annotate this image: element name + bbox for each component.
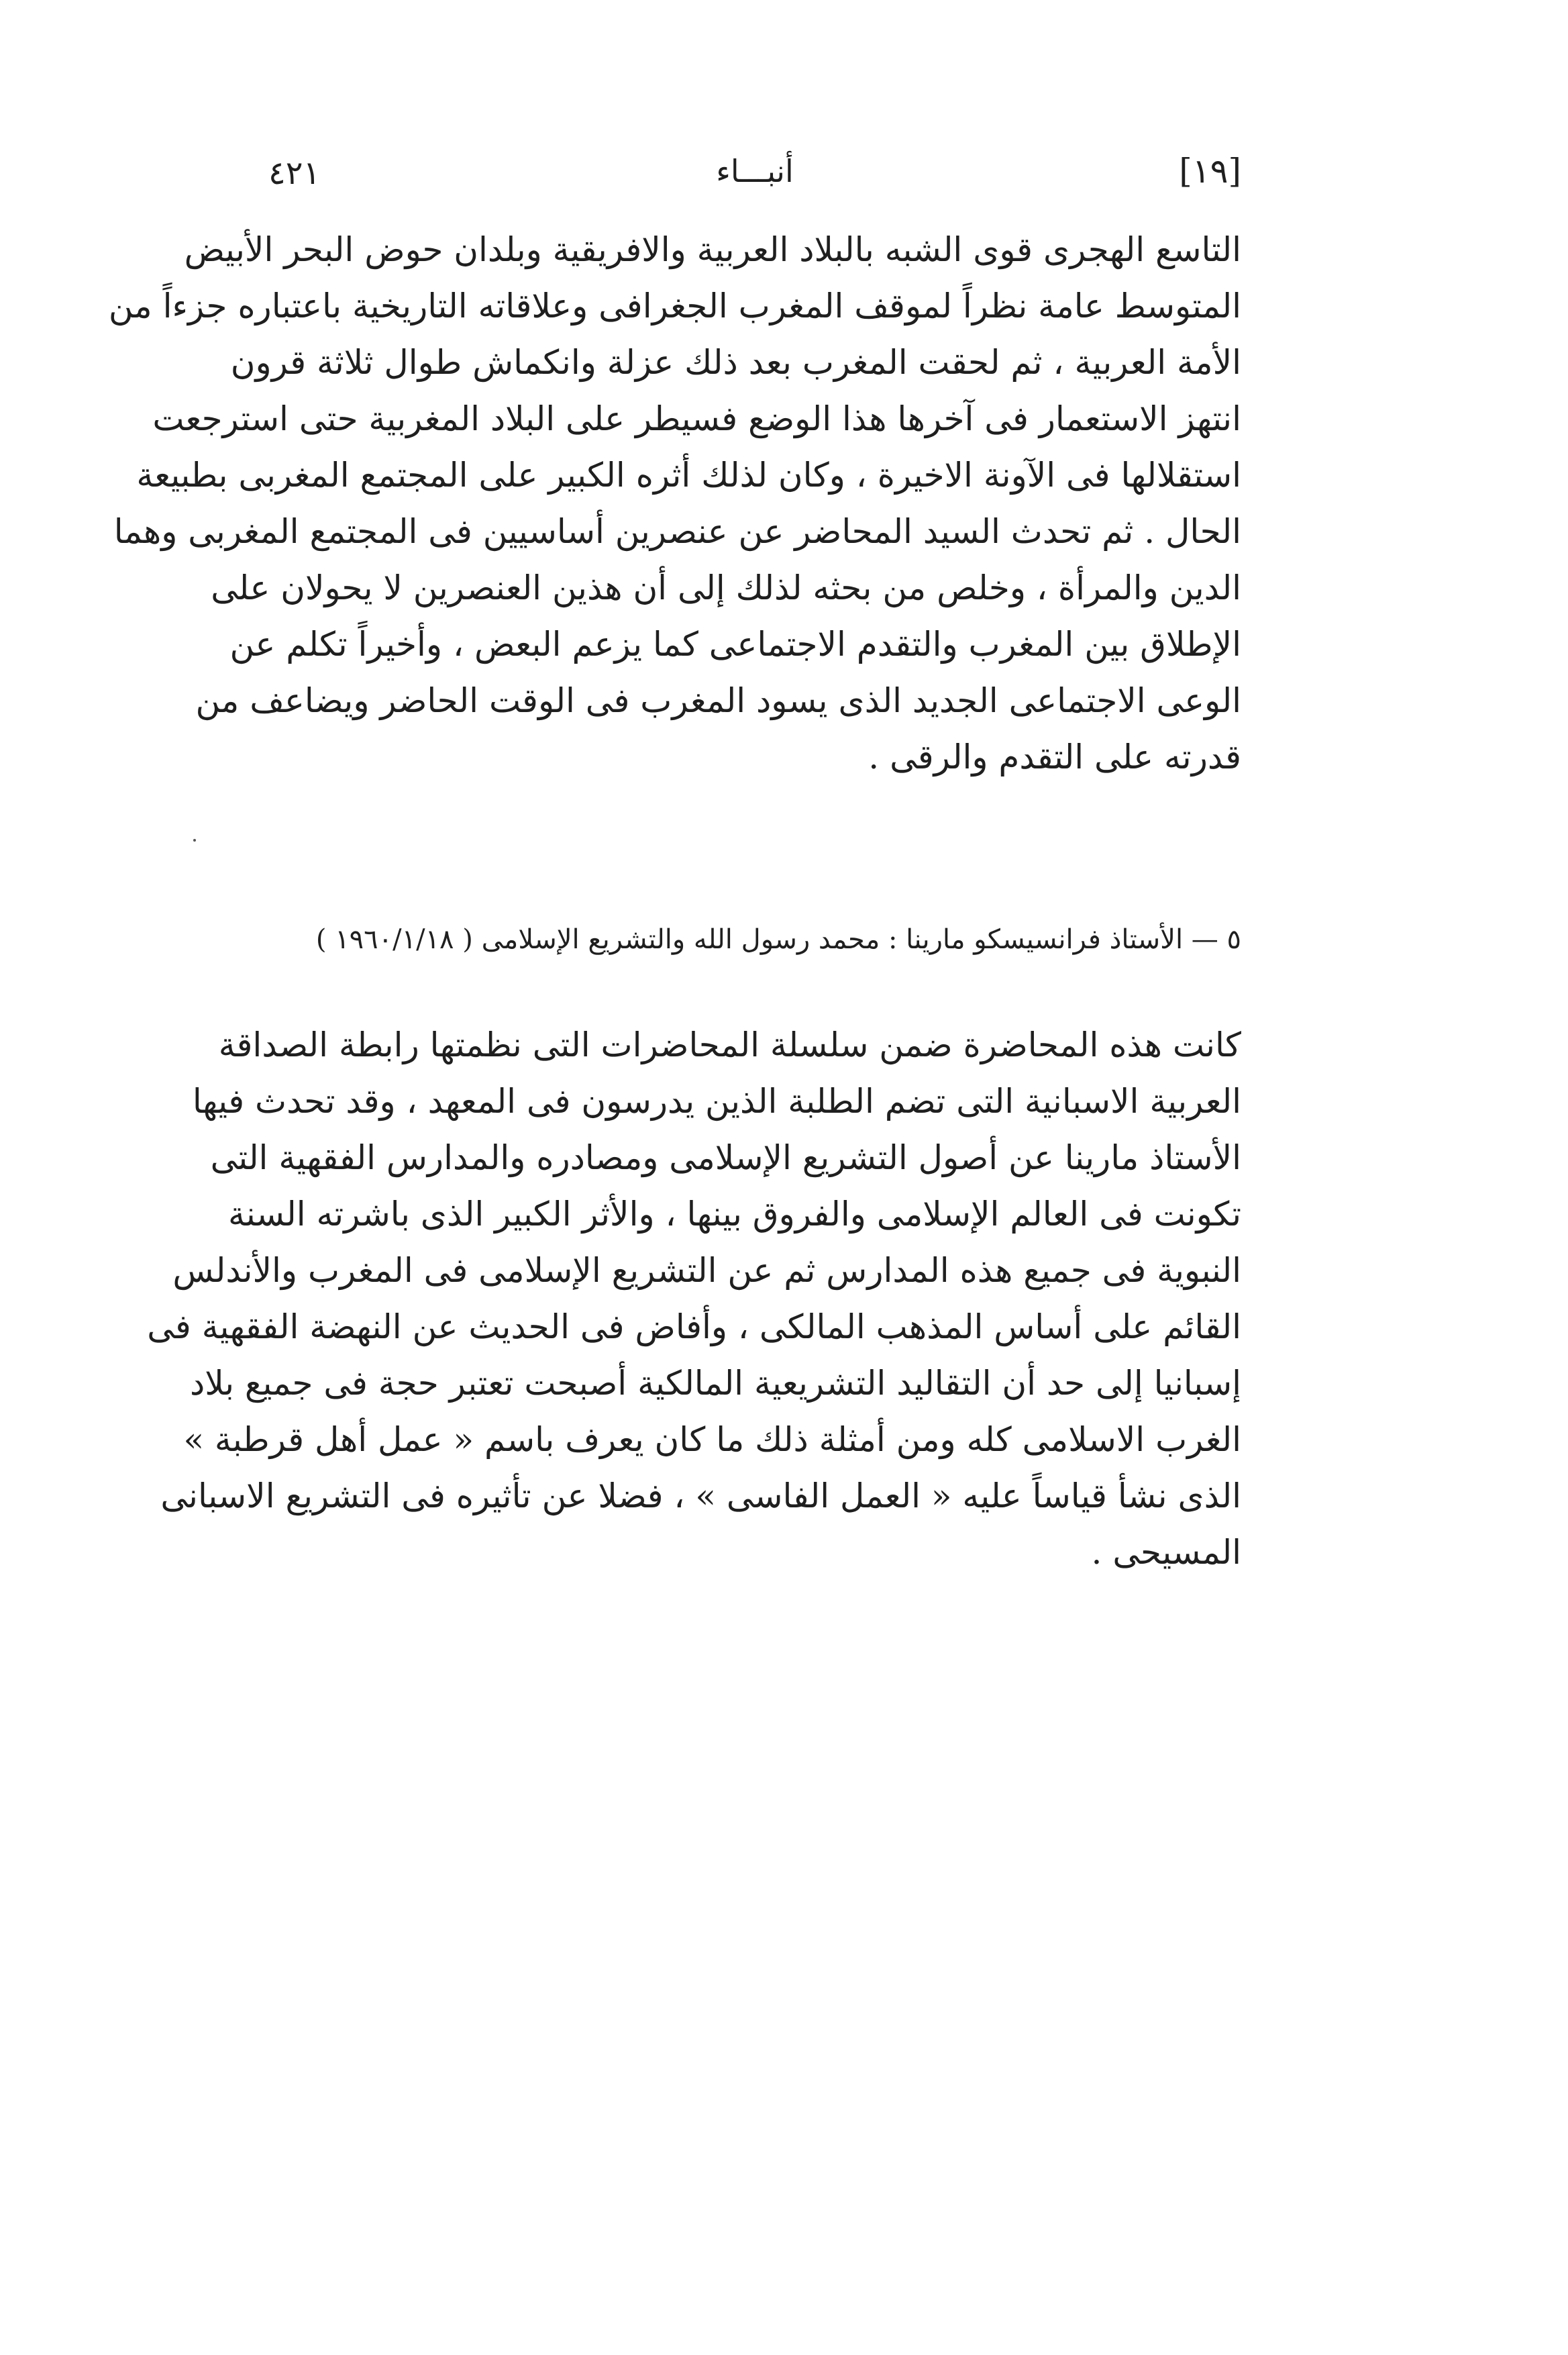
paragraph-continued	[108, 221, 1241, 785]
page-number: ٤٢١	[268, 154, 321, 192]
text-line: الحال . ثم تحدث السيد المحاضر عن عنصرين أساسيين فى المجتمع المغربى وهما	[113, 512, 1241, 551]
text-line: الوعى الاجتماعى الجديد الذى يسود المغرب فى الوقت الحاضر ويضاعف من	[195, 681, 1241, 720]
text-line: الذى نشأ قياساً عليه « العمل الفاسى » ، فضلا عن تأثيره فى التشريع الاسبانى	[160, 1476, 1241, 1515]
text-line: الغرب الاسلامى كله ومن أمثلة ذلك ما كان يعرف باسم « عمل أهل قرطبة »	[183, 1420, 1241, 1459]
margin-speck	[193, 839, 196, 842]
text-line: استقلالها فى الآونة الاخيرة ، وكان لذلك أثره الكبير على المجتمع المغربى بطبيعة	[136, 456, 1241, 495]
text-line: النبوية فى جميع هذه المدارس ثم عن التشريع الإسلامى فى المغرب والأندلس	[172, 1251, 1241, 1290]
text-line: قدرته على التقدم والرقى .	[868, 738, 1241, 776]
text-line: الإطلاق بين المغرب والتقدم الاجتماعى كما يزعم البعض ، وأخيراً تكلم عن	[229, 625, 1241, 664]
text-line: تكونت فى العالم الإسلامى والفروق بينها ، والأثر الكبير الذى باشرته السنة	[227, 1195, 1241, 1234]
section-marker: [١٩]	[1179, 152, 1241, 191]
text-line: الدين والمرأة ، وخلص من بحثه لذلك إلى أن هذين العنصرين لا يحولان على	[211, 568, 1241, 607]
text-line: التاسع الهجرى قوى الشبه بالبلاد العربية والافريقية وبلدان حوض البحر الأبيض	[184, 230, 1241, 269]
lecture-heading: ٥ — الأستاذ فرانسيسكو مارينا : محمد رسول الله والتشريع الإسلامى ( ١٩٦٠/١/١٨ )	[315, 924, 1241, 955]
lecture-summary	[147, 1017, 1241, 1581]
text-line: المتوسط عامة نظراً لموقف المغرب الجغرافى وعلاقاته التاريخية باعتباره جزءاً من	[108, 287, 1241, 325]
paragraph-body	[147, 1017, 1241, 1581]
page-header	[268, 148, 1241, 208]
text-line: انتهز الاستعمار فى آخرها هذا الوضع فسيطر على البلاد المغربية حتى استرجعت	[152, 399, 1241, 438]
text-line: كانت هذه المحاضرة ضمن سلسلة المحاضرات التى نظمتها رابطة الصداقة	[218, 1025, 1241, 1064]
text-line: المسيحى .	[1091, 1533, 1241, 1572]
running-title: أنبـــاء	[716, 153, 794, 189]
text-line: العربية الاسبانية التى تضم الطلبة الذين يدرسون فى المعهد ، وقد تحدث فيها	[192, 1082, 1241, 1121]
text-line: إسبانيا إلى حد أن التقاليد التشريعية المالكية أصبحت تعتبر حجة فى جميع بلاد	[190, 1364, 1241, 1403]
text-line: الأمة العربية ، ثم لحقت المغرب بعد ذلك عزلة وانكماش طوال ثلاثة قرون	[230, 343, 1241, 382]
text-line: القائم على أساس المذهب المالكى ، وأفاض فى الحديث عن النهضة الفقهية فى	[147, 1307, 1241, 1346]
text-line: الأستاذ مارينا عن أصول التشريع الإسلامى ومصادره والمدارس الفقهية التى	[210, 1138, 1241, 1177]
paragraph-body	[108, 221, 1241, 785]
